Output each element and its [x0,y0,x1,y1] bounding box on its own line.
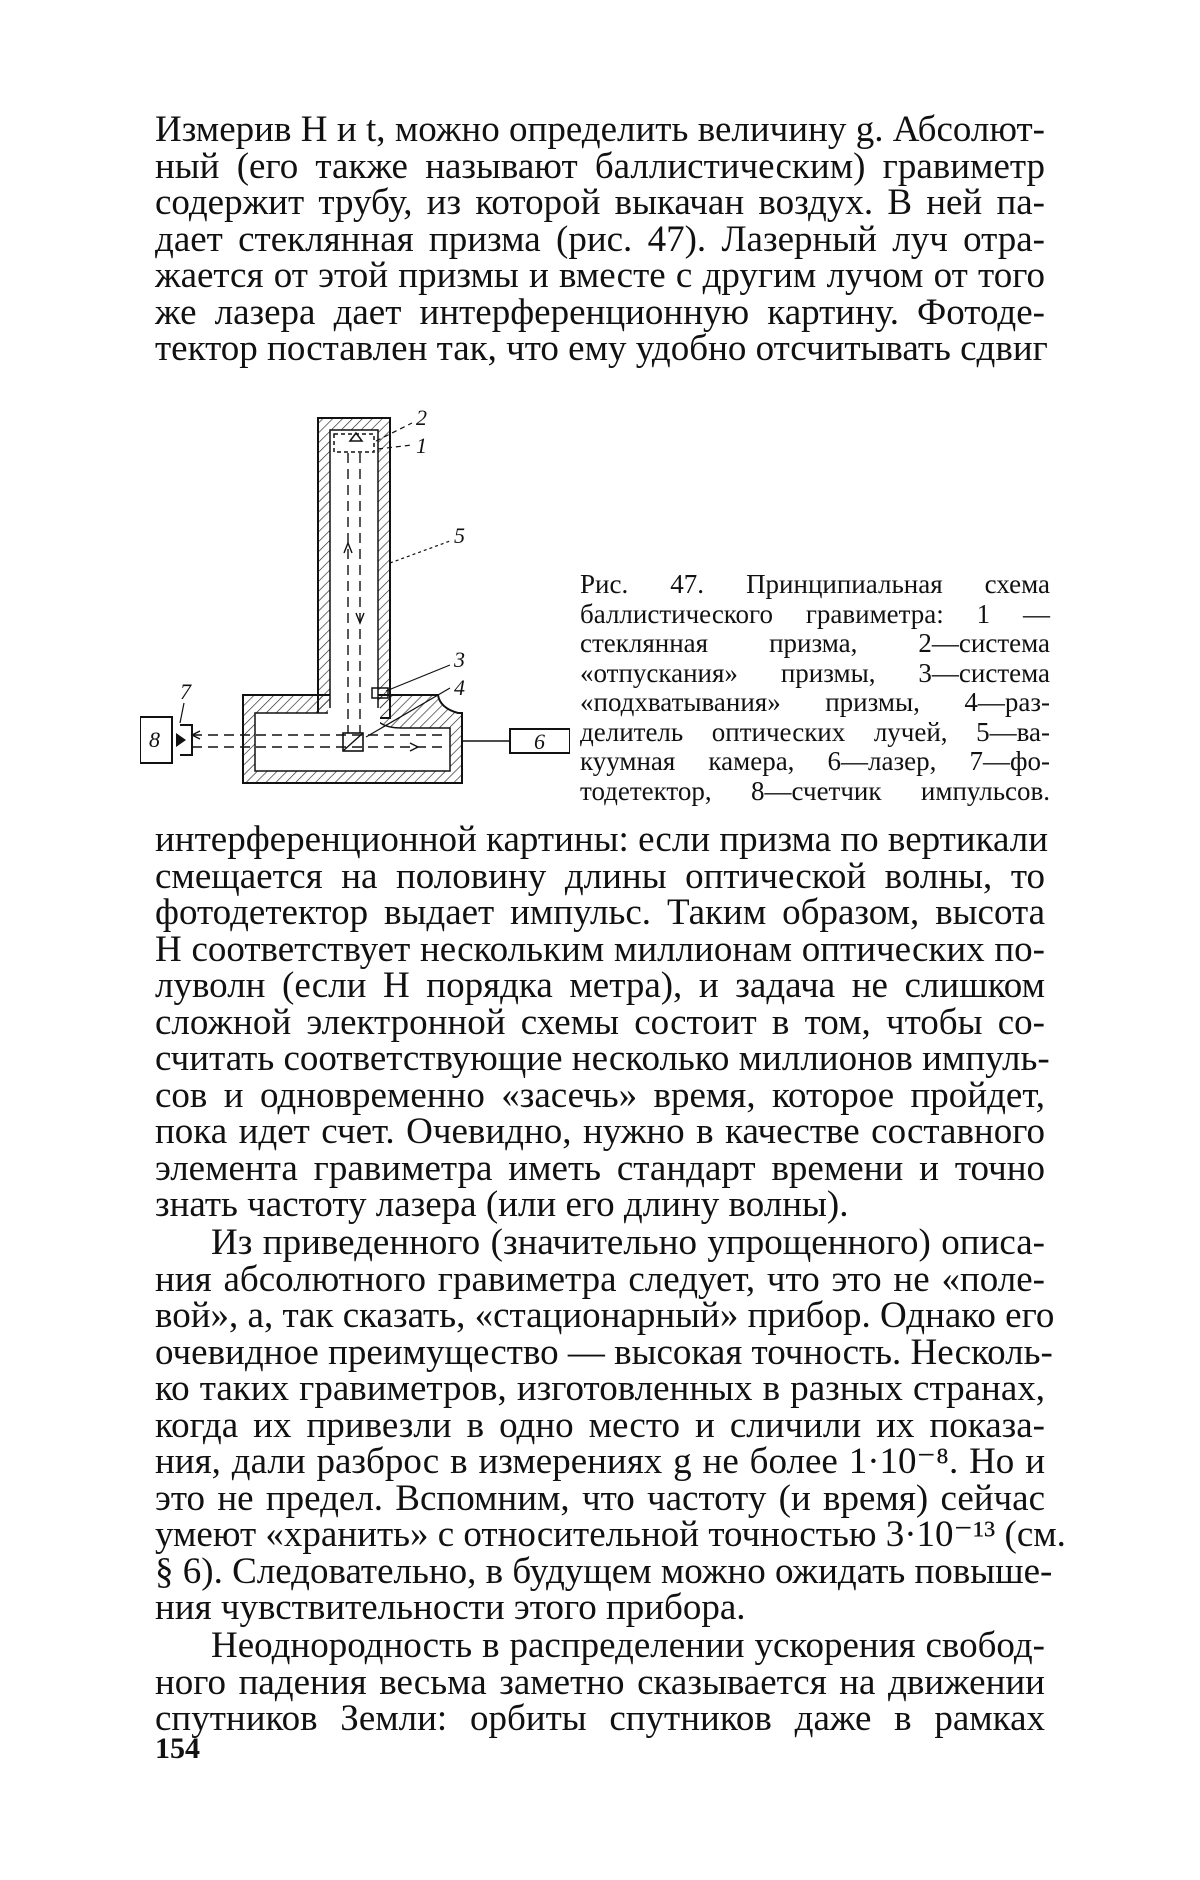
text-line: ния, дали разброс в измерениях g не более 1·10⁻⁸. Но и [155,1441,1045,1482]
vacuum-chamber [243,418,462,783]
text-line: спутников Земли: орбиты спутников даже в рамках [155,1698,1045,1739]
text-line: интерференционной картины: если призма по вертикали [155,819,1049,860]
text-line: умеют «хранить» с относительной точностью 3·10⁻¹³ (см. [155,1514,1066,1555]
paragraph-2 [155,819,1050,1225]
text-line: тектор поставлен так, что ему удобно отсчитывать сдвиг [155,328,1048,369]
text-line: жается от этой призмы и вместе с другим лучом от того [155,255,1045,296]
text-line: это не предел. Вспомним, что частоту (и время) сейчас [155,1477,1045,1519]
text-line: смещается на половину длины оптической волны, то [155,855,1045,897]
text-line: содержит трубу, из которой выкачан воздух. В ней па- [155,182,1045,223]
text-line: Из приведенного (значительно упрощенного) описа- [211,1222,1045,1263]
text-line: знать частоту лазера (или его длину волны). [155,1184,849,1225]
text-line: фотодетектор выдает импульс. Таким образом, высота [155,892,1045,933]
caption-line: Рис. 47. Принципиальная схема [580,569,1050,599]
label-4: 4 [454,675,465,700]
caption-line: куумная камера, 6—лазер, 7—фо- [580,746,1050,776]
text-line: вой», а, так сказать, «стационарный» прибор. Однако его [155,1295,1055,1336]
caption-line: «отпускания» призмы, 3—система [580,657,1050,688]
counter-box [140,717,172,763]
text-line: же лазера дает интерференционную картину. Фотоде- [155,291,1045,333]
text-line: элемента гравиметра иметь стандарт времени и точно [155,1147,1045,1189]
text-line: ный (его также называют баллистическим) гравиметр [155,145,1045,187]
text-line: сов и одновременно «засечь» время, которое пройдет, [155,1074,1045,1116]
label-1: 1 [416,433,427,458]
text-line: ния абсолютного гравиметра следует, что это не «поле- [155,1258,1045,1300]
paragraph-1 [155,109,1048,369]
caption-line: тодетектор, 8—счетчик импульсов. [580,775,1050,806]
label-5: 5 [454,523,465,548]
laser-box [510,729,570,754]
text-line: ния чувствительности этого прибора. [155,1587,746,1628]
photodetector [176,679,192,755]
caption-line: «подхватывания» призмы, 4—раз- [580,687,1050,717]
text-line: ко таких гравиметров, изготовленных в разных странах, [155,1368,1045,1409]
text-line: H соответствует нескольким миллионам оптических по- [155,928,1045,970]
label-6: 6 [534,729,545,754]
text-line: пока идет счет. Очевидно, нужно в качестве составного [155,1111,1045,1152]
text-line: считать соответствующие несколько миллионов импуль- [155,1038,1050,1079]
figure-caption [580,570,1050,806]
text-line: луволн (если H порядка метра), и задача не слишком [155,965,1045,1006]
page-number: 154 [155,1732,200,1765]
text-line: Измерив H и t, можно определить величину g. Абсолют- [155,109,1045,150]
text-line: очевидное преимущество — высокая точность. Несколь- [155,1331,1053,1373]
text-line: Неоднородность в распределении ускорения свобод- [211,1625,1045,1666]
label-2: 2 [416,405,427,430]
label-3: 3 [454,647,465,672]
text-line: ного падения весьма заметно сказывается на движении [155,1661,1045,1703]
gravimeter-schematic [140,403,570,803]
text-line: § 6). Следовательно, в будущем можно ожидать повыше- [155,1550,1053,1592]
caption-line: стеклянная призма, 2—система [580,628,1050,658]
paragraph-3 [155,1222,1066,1628]
text-line: дает стеклянная призма (рис. 47). Лазерный луч отра- [155,218,1045,260]
caption-line: баллистического гравиметра: 1 — [580,598,1050,629]
caption-line: делитель оптических лучей, 5—ва- [580,716,1050,747]
label-8: 8 [149,727,160,752]
label-7: 7 [180,679,191,704]
paragraph-4 [155,1625,1045,1739]
text-line: когда их привезли в одно место и сличили их показа- [155,1404,1045,1446]
text-line: сложной электронной схемы состоит в том, чтобы со- [155,1001,1045,1043]
